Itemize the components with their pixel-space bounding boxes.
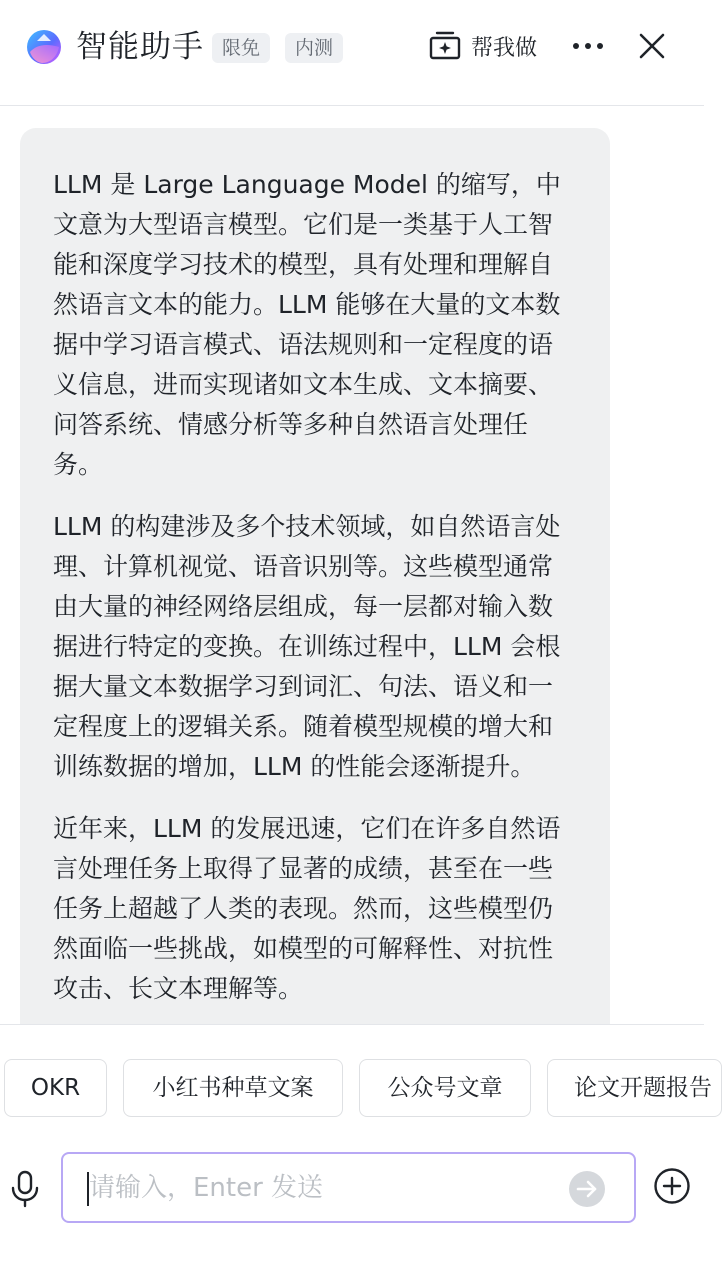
add-icon[interactable] [653,1167,691,1205]
beta-tag: 内测 [285,33,343,63]
message-paragraph: LLM 是 Large Language Model 的缩写，中文意为大型语言模型。它们是一类基于人工智能和深度学习技术的模型，具有处理和理解自然语言文本的能力。LLM 能够在大量的文本数据中学习语言模式、语法规则和一定程度的语义信息，进而实现诸如文本生成、文本摘要、问答系统、情感分析等多种自然语言处理任务。 [53,170,561,479]
message-paragraph: 近年来，LLM 的发展迅速，它们在许多自然语言处理任务上取得了显著的成绩，甚至在一些任务上超越了人类的表现。然而，这些模型仍然面临一些挑战，如模型的可解释性、对抗性攻击、长文本理解等。 [53,814,561,1003]
free-tag: 限免 [212,33,270,63]
input-placeholder: 请输入，Enter 发送 [89,1173,324,1203]
send-button[interactable] [568,1170,606,1208]
close-button[interactable] [634,28,670,64]
chip-thesis-proposal[interactable]: 论文开题报告 [547,1059,722,1117]
help-me-do-label: 帮我做 [471,35,538,61]
message-text-clip [0,107,704,1024]
app-title: 智能助手 [76,29,204,65]
chip-xiaohongshu[interactable]: 小红书种草文案 [123,1059,343,1117]
suggestion-chips [0,1059,712,1119]
chip-okr[interactable]: OKR [4,1059,107,1117]
more-options-button[interactable] [568,28,608,64]
chip-wechat-article[interactable]: 公众号文章 [359,1059,531,1117]
header [0,0,704,106]
assistant-logo-icon [26,29,62,65]
message-paragraph: LLM 的构建涉及多个技术领域，如自然语言处理、计算机视觉、语音识别等。这些模型通常由大量的神经网络层组成，每一层都对输入数据进行特定的变换。在训练过程中，LLM 会根据大量文本数据学习到词汇、句法、语义和一定程度上的逻辑关系。随着模型规模的增大和训练数据的增加，LLM 的性能会逐渐提升。 [53,512,561,781]
add-task-icon [428,29,462,63]
help-me-do-button[interactable] [428,26,537,66]
message-input[interactable] [61,1152,636,1223]
assistant-message-text [53,165,575,1031]
microphone-icon[interactable] [8,1169,42,1209]
bottom-panel [0,1024,712,1264]
